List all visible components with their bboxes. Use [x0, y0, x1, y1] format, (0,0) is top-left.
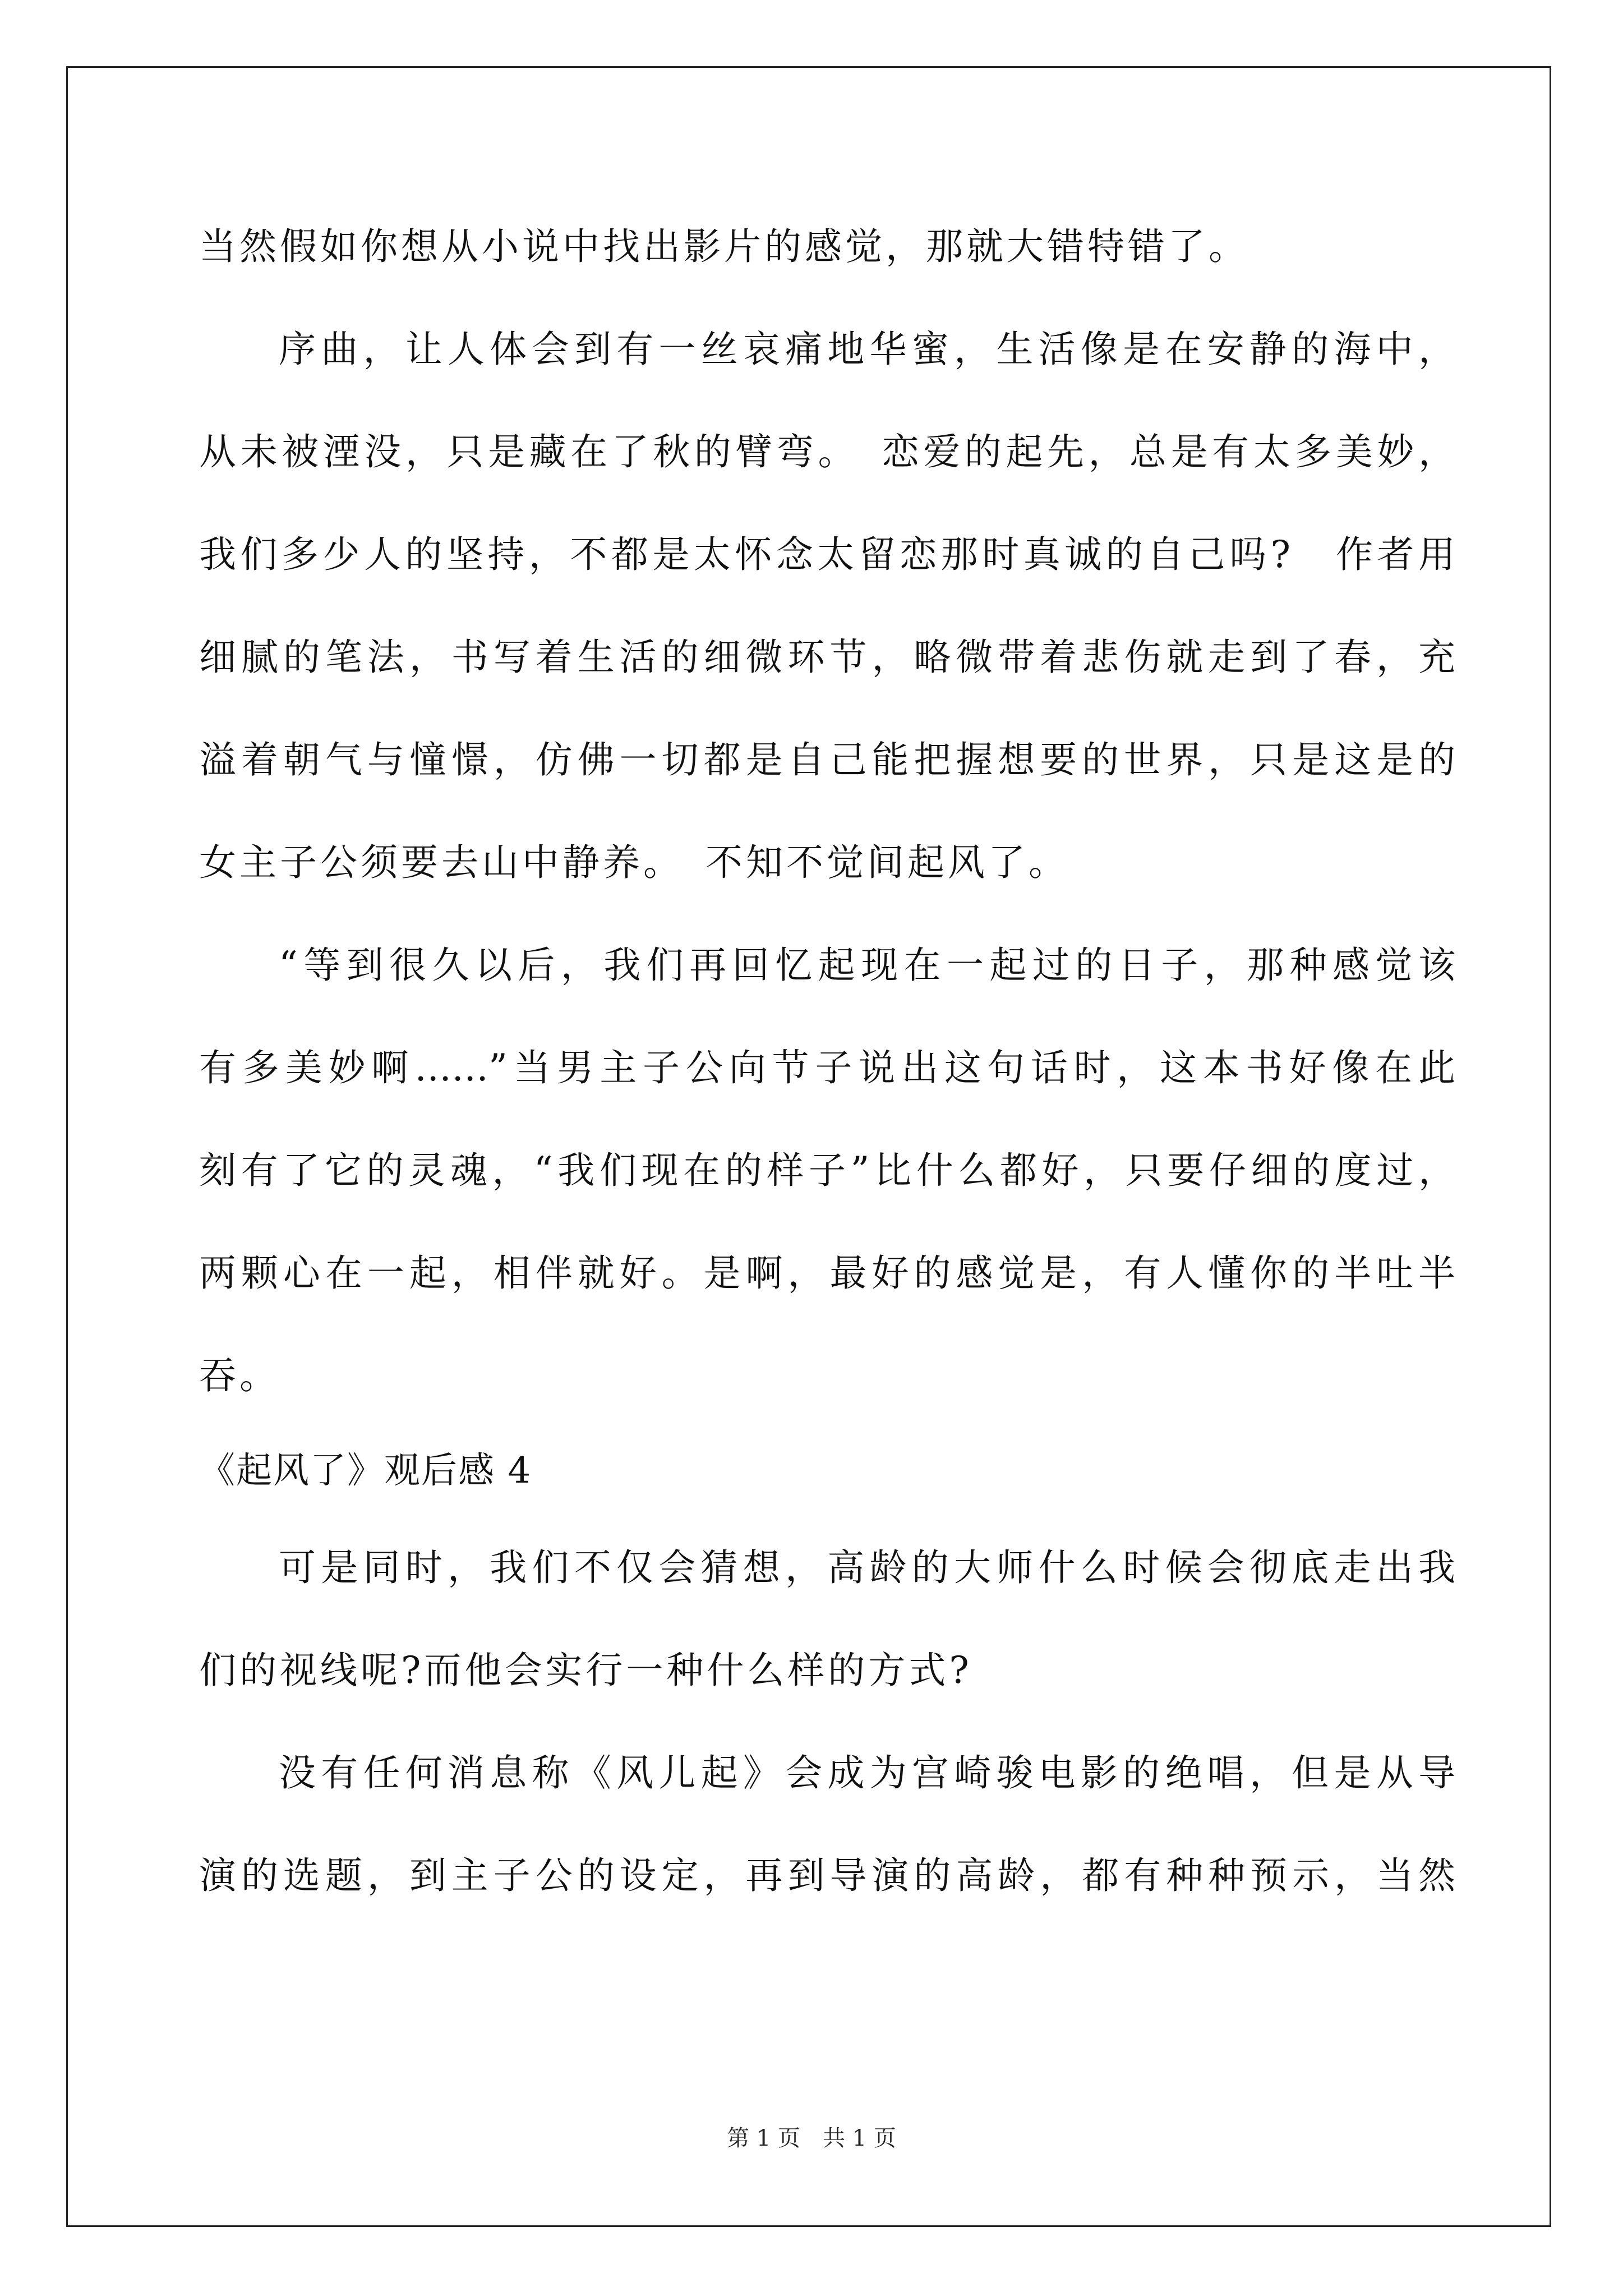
- text-line: 吞。: [199, 1354, 280, 1397]
- page-total: 共 1 页: [823, 2125, 896, 2151]
- text-line: 当然假如你想从小说中找出影片的感觉，那就大错特错了。: [199, 225, 1249, 268]
- text-line: 刻有了它的灵魂，“我们现在的样子”比什么都好，只要仔细的度过，: [199, 1149, 1455, 1192]
- text-line: 我们多少人的坚持，不都是太怀念太留恋那时真诚的自己吗? 作者用: [199, 533, 1455, 576]
- text-line: 溢着朝气与憧憬，仿佛一切都是自己能把握想要的世界，只是这是的: [199, 738, 1455, 781]
- section-heading: 《起风了》观后感 4: [199, 1450, 532, 1492]
- text-line: 女主子公须要去山中静养。 不知不觉间起风了。: [199, 841, 1069, 884]
- text-line: 可是同时，我们不仅会猜想，高龄的大师什么时候会彻底走出我: [279, 1546, 1455, 1589]
- text-line: 细腻的笔法，书写着生活的细微环节，略微带着悲伤就走到了春，充: [199, 636, 1455, 679]
- page-number: 第 1 页: [727, 2125, 800, 2151]
- text-line: “等到很久以后，我们再回忆起现在一起过的日子，那种感觉该: [279, 944, 1455, 987]
- text-line: 没有任何消息称《风儿起》会成为宫崎骏电影的绝唱，但是从导: [279, 1751, 1455, 1795]
- text-line: 两颗心在一起，相伴就好。是啊，最好的感觉是，有人懂你的半吐半: [199, 1251, 1455, 1295]
- text-line: 们的视线呢?而他会实行一种什么样的方式?: [199, 1649, 972, 1692]
- text-line: 从未被湮没，只是藏在了秋的臂弯。 恋爱的起先，总是有太多美妙，: [199, 430, 1455, 473]
- page-footer: [0, 2122, 1623, 2155]
- text-line: 演的选题，到主子公的设定，再到导演的高龄，都有种种预示，当然: [199, 1854, 1455, 1897]
- text-line: 有多美妙啊……”当男主子公向节子说出这句话时，这本书好像在此: [199, 1046, 1455, 1089]
- text-line: 序曲，让人体会到有一丝哀痛地华蜜，生活像是在安静的海中，: [279, 328, 1455, 371]
